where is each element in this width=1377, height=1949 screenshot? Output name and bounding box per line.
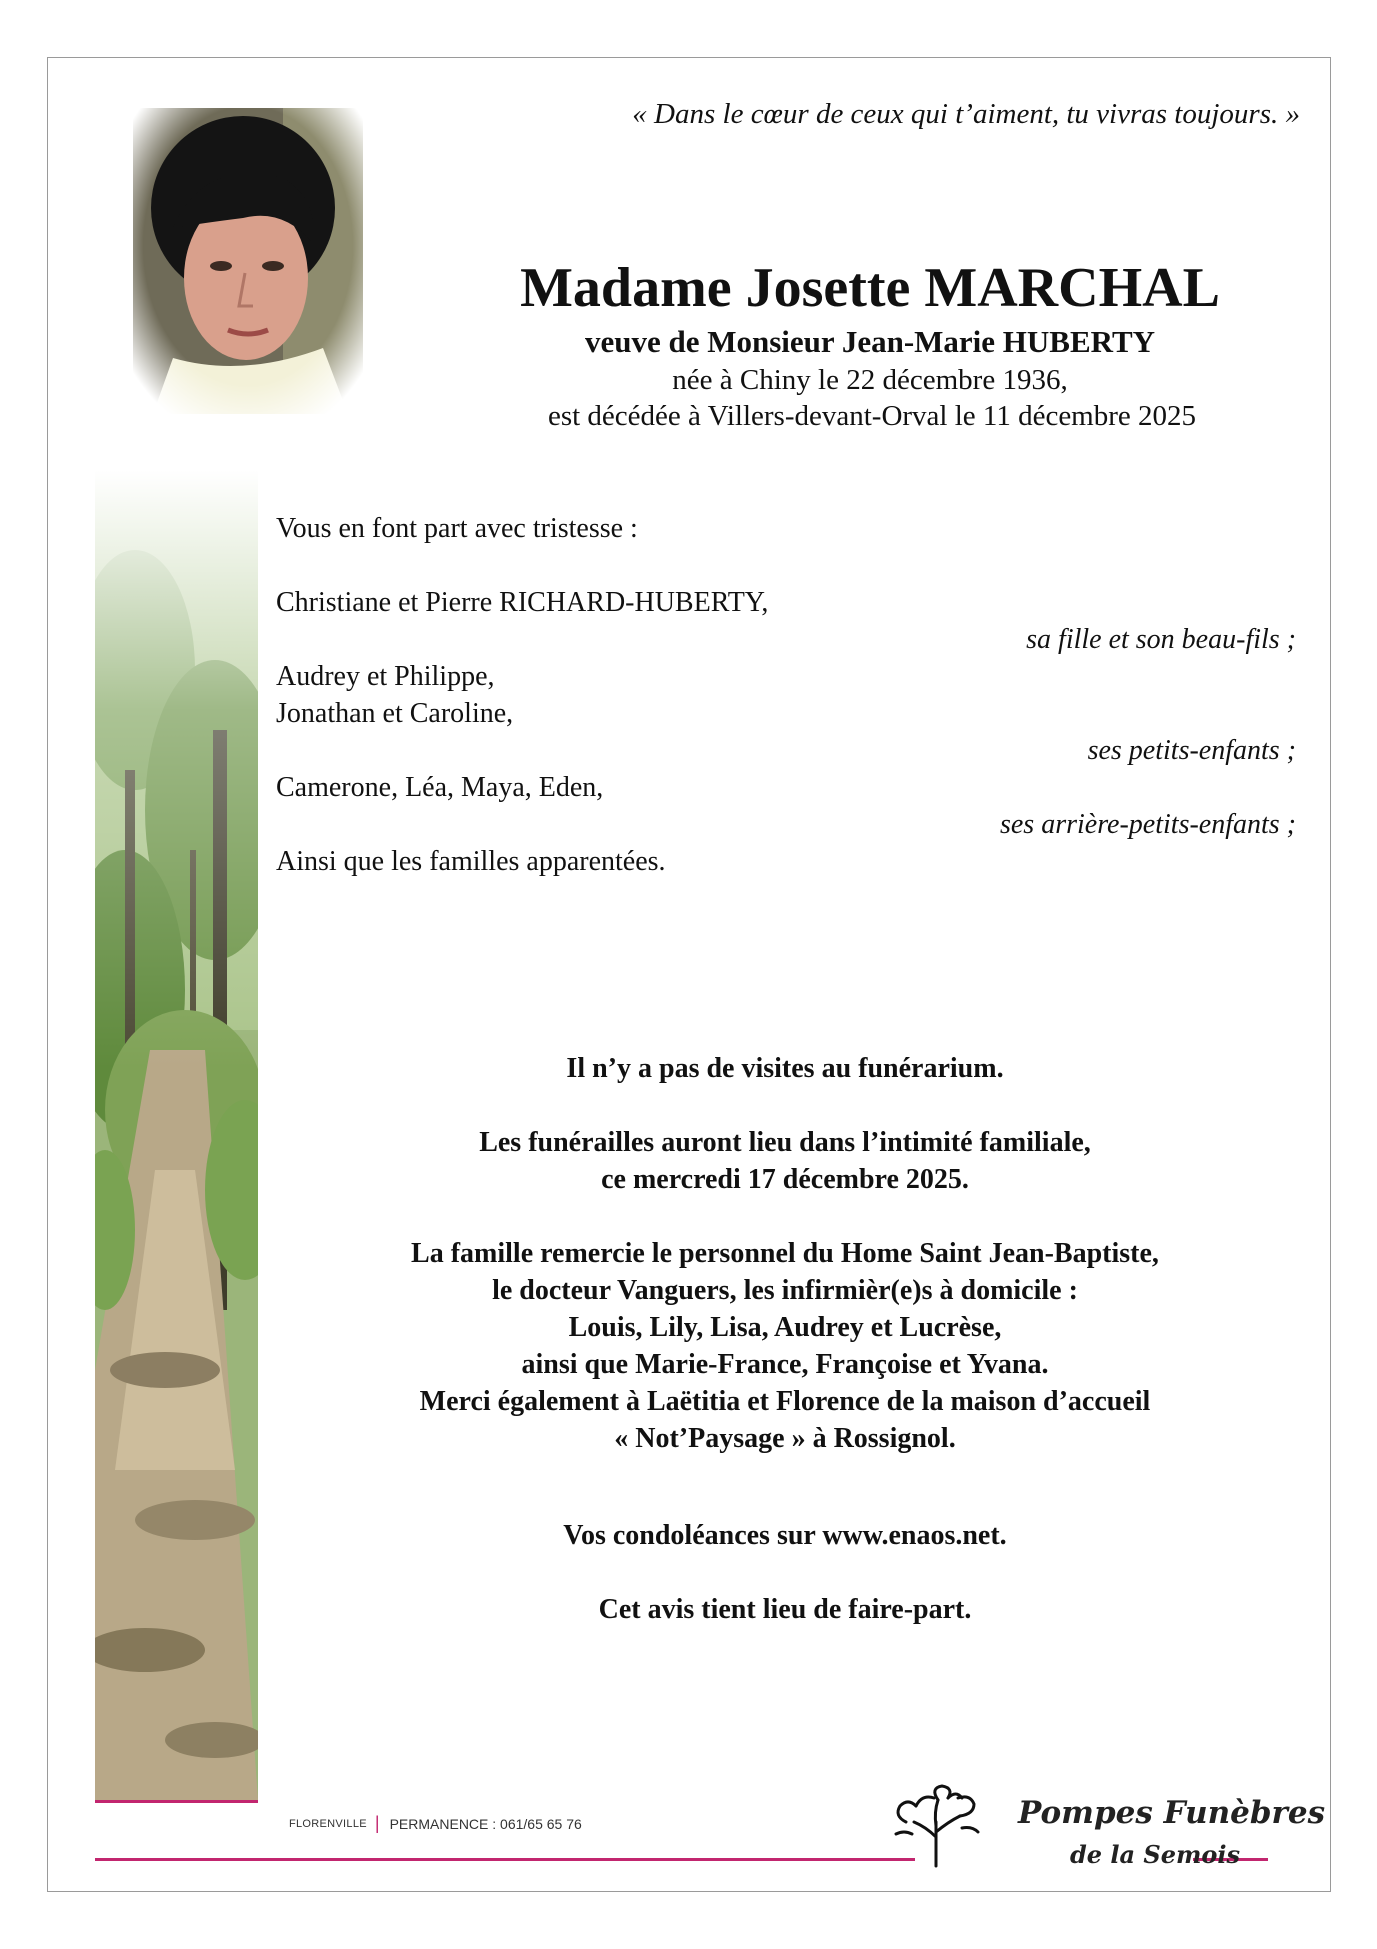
thanks-line-1: La famille remercie le personnel du Home Saint Jean-Baptiste, — [411, 1238, 1159, 1269]
thanks-line-5: Merci également à Laëtitia et Florence de la maison d’accueil — [419, 1386, 1151, 1417]
forest-accent-line — [95, 1800, 258, 1803]
no-visit-line: Il n’y a pas de visites au funérarium. — [566, 1053, 1004, 1084]
funeral-info — [290, 1050, 1280, 1665]
funeral-paragraph — [290, 1124, 1280, 1198]
family-grandchildren-relation: ses petits-enfants ; — [1087, 735, 1296, 766]
thanks-line-2: le docteur Vanguers, les infirmièr(e)s à domicile : — [492, 1275, 1078, 1306]
family-great-grandchildren: Camerone, Léa, Maya, Eden, — [276, 772, 604, 803]
spouse-line: veuve de Monsieur Jean-Marie HUBERTY — [584, 324, 1156, 359]
family-daughter: Christiane et Pierre RICHARD-HUBERTY, — [276, 587, 769, 618]
thanks-line-6: « Not’Paysage » à Rossignol. — [614, 1423, 956, 1454]
condolences-line: Vos condoléances sur www.enaos.net. — [563, 1520, 1007, 1551]
deceased-name: Madame Josette MARCHAL — [520, 257, 1220, 319]
birth-line: née à Chiny le 22 décembre 1936, — [672, 364, 1068, 396]
thanks-line-3: Louis, Lily, Lisa, Audrey et Lucrèse, — [568, 1312, 1002, 1343]
death-line: est décédée à Villers-devant-Orval le 11 décembre 2025 — [547, 400, 1197, 432]
family-grandchildren-2: Jonathan et Caroline, — [276, 698, 514, 729]
footer-accent-line — [95, 1858, 915, 1861]
thanks-line-4: ainsi que Marie-France, Françoise et Yvana. — [521, 1349, 1049, 1380]
family-intro: Vous en font part avec tristesse : — [276, 513, 638, 544]
deceased-header — [440, 254, 1300, 434]
logo-title: Pompes Funèbres — [1018, 1795, 1326, 1831]
footer-separator: | — [374, 1813, 380, 1833]
footer-city: FLORENVILLE — [289, 1817, 367, 1830]
family-grandchildren-1: Audrey et Philippe, — [276, 661, 495, 692]
family-list — [276, 510, 1296, 880]
family-relatives: Ainsi que les familles apparentées. — [276, 846, 666, 877]
logo-subtitle: de la Semois — [1070, 1840, 1241, 1869]
footer-contact — [289, 1813, 582, 1834]
notice-line: Cet avis tient lieu de faire-part. — [598, 1594, 972, 1625]
funeral-line-2: ce mercredi 17 décembre 2025. — [601, 1164, 969, 1195]
family-great-grandchildren-relation: ses arrière-petits-enfants ; — [999, 809, 1296, 840]
funeral-line-1: Les funérailles auront lieu dans l’intimité familiale, — [479, 1127, 1091, 1158]
family-daughter-relation: sa fille et son beau-fils ; — [1026, 624, 1296, 655]
thanks-paragraph — [290, 1235, 1280, 1457]
tree-logo-icon — [886, 1782, 986, 1868]
portrait-photo — [133, 108, 363, 414]
footer-permanence: PERMANENCE : 061/65 65 76 — [389, 1815, 582, 1832]
forest-path-photo — [95, 470, 258, 1800]
epigraph-quote: « Dans le cœur de ceux qui t’aiment, tu vivras toujours. » — [632, 98, 1300, 130]
